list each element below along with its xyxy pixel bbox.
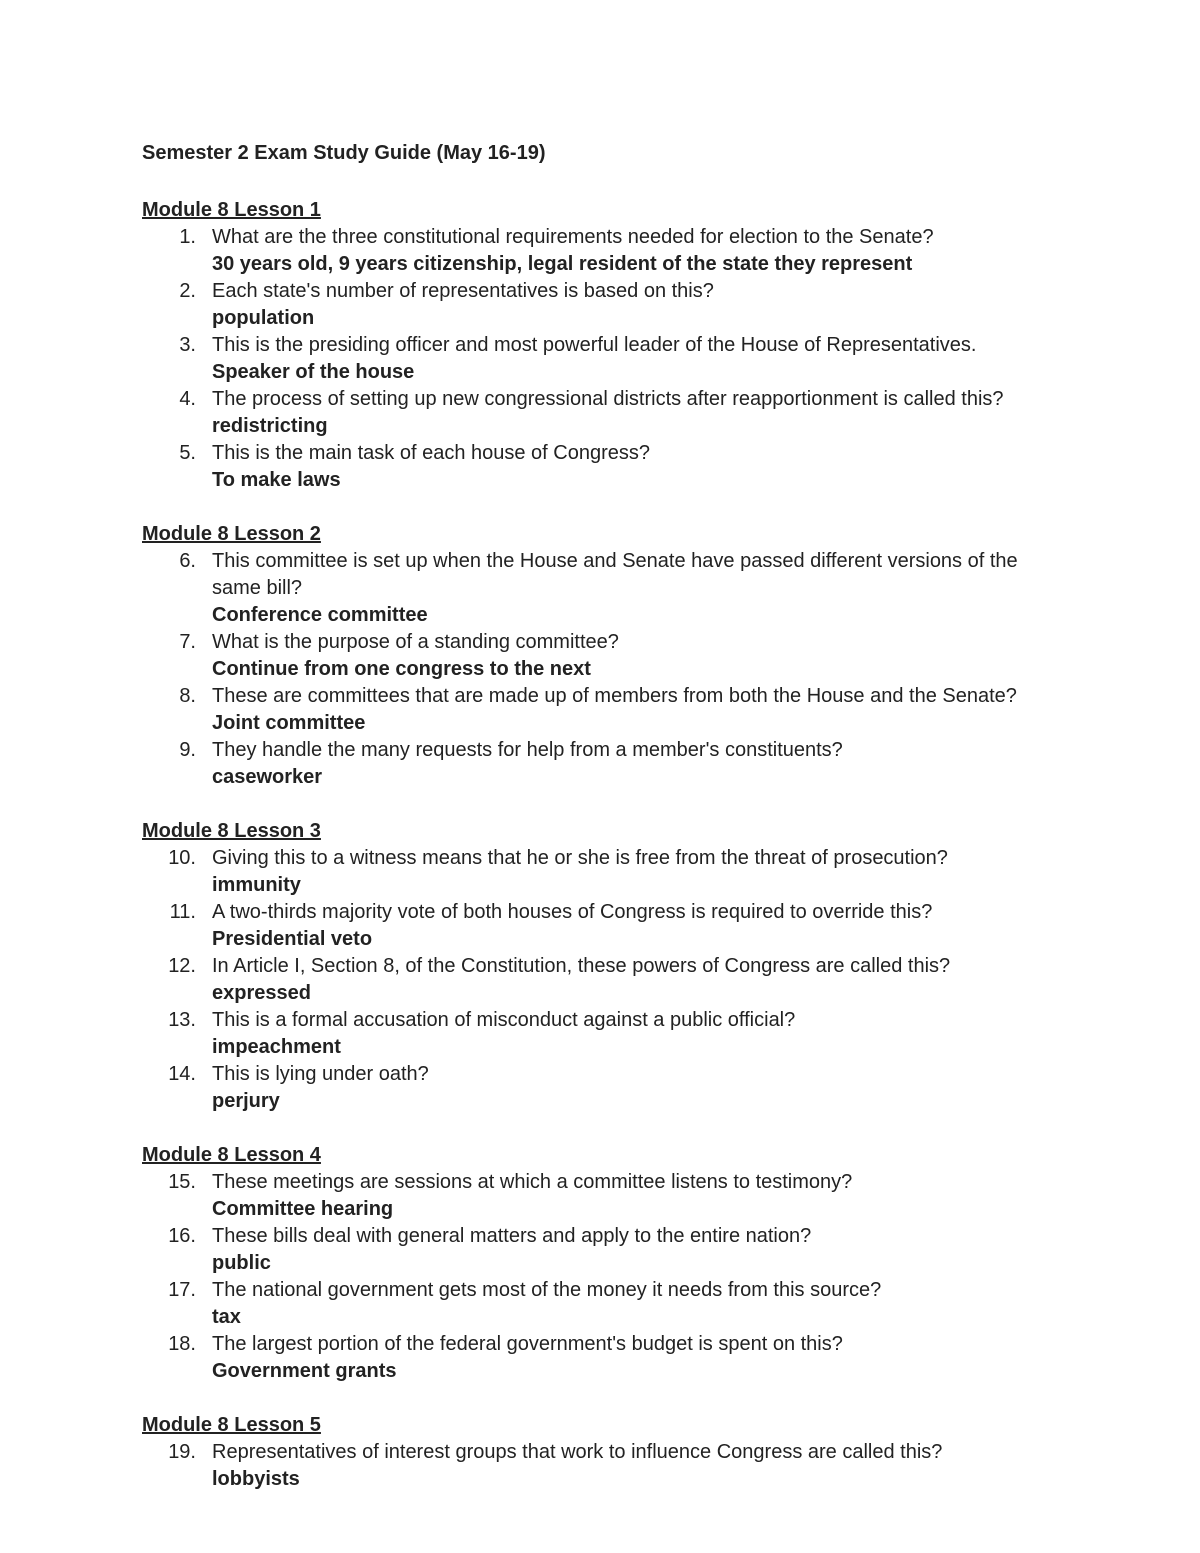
answer-text: Committee hearing [212,1198,394,1220]
question-item [142,1007,1062,1061]
question-item [142,1331,1062,1385]
question-number: 19. [168,1441,196,1463]
question-number: 7. [179,631,196,653]
question-number: 12. [168,955,196,977]
question-number: 1. [179,226,196,248]
answer-text: Presidential veto [212,928,373,950]
question-text: In Article I, Section 8, of the Constitution, these powers of Congress are called this? [212,955,951,977]
question-item [142,1169,1062,1223]
question-item [142,440,1062,494]
module-section [142,1142,1062,1385]
question-item [142,683,1062,737]
answer-text: public [212,1252,271,1274]
question-number: 9. [179,739,196,761]
question-number: 18. [168,1333,196,1355]
question-text: Representatives of interest groups that work to influence Congress are called this? [212,1441,943,1463]
answer-text: Joint committee [212,712,366,734]
answer-text: perjury [212,1090,280,1112]
answer-text: Conference committee [212,604,428,626]
question-item [142,845,1062,899]
answer-text: impeachment [212,1036,341,1058]
answer-text: immunity [212,874,301,896]
question-text: Each state's number of representatives is based on this? [212,280,714,302]
question-text: What is the purpose of a standing committee? [212,631,619,653]
question-text: They handle the many requests for help from a member's constituents? [212,739,843,761]
question-item [142,899,1062,953]
question-item [142,386,1062,440]
module-section [142,1412,1062,1493]
answer-text: Government grants [212,1360,397,1382]
question-text: This committee is set up when the House and Senate have passed different versions of the same bill? [212,550,1018,599]
question-item [142,278,1062,332]
answer-text: 30 years old, 9 years citizenship, legal resident of the state they represent [212,253,913,275]
question-text: This is lying under oath? [212,1063,429,1085]
question-item [142,548,1062,629]
module-heading: Module 8 Lesson 2 [142,523,321,545]
question-text: The largest portion of the federal government's budget is spent on this? [212,1333,843,1355]
answer-text: lobbyists [212,1468,300,1490]
question-text: The national government gets most of the money it needs from this source? [212,1279,882,1301]
question-list [142,845,1062,1115]
module-heading: Module 8 Lesson 4 [142,1144,321,1166]
module-section [142,521,1062,791]
question-item [142,953,1062,1007]
question-number: 13. [168,1009,196,1031]
question-text: What are the three constitutional requirements needed for election to the Senate? [212,226,934,248]
answer-text: redistricting [212,415,328,437]
question-number: 15. [168,1171,196,1193]
module-heading: Module 8 Lesson 1 [142,199,321,221]
question-text: The process of setting up new congressional districts after reapportionment is called this? [212,388,1004,410]
document-page [142,140,1062,1520]
question-number: 3. [179,334,196,356]
question-item [142,1277,1062,1331]
question-number: 4. [179,388,196,410]
question-number: 16. [168,1225,196,1247]
question-item [142,332,1062,386]
answer-text: Continue from one congress to the next [212,658,591,680]
question-text: These bills deal with general matters and apply to the entire nation? [212,1225,812,1247]
question-list [142,1439,1062,1493]
question-number: 17. [168,1279,196,1301]
answer-text: To make laws [212,469,341,491]
question-text: This is the main task of each house of Congress? [212,442,651,464]
answer-text: expressed [212,982,311,1004]
module-section [142,818,1062,1115]
question-number: 2. [179,280,196,302]
question-text: These are committees that are made up of members from both the House and the Senate? [212,685,1017,707]
module-list [142,197,1062,1493]
answer-text: Speaker of the house [212,361,415,383]
question-text: This is a formal accusation of misconduct against a public official? [212,1009,796,1031]
question-number: 5. [179,442,196,464]
question-item [142,1439,1062,1493]
question-text: A two-thirds majority vote of both houses of Congress is required to override this? [212,901,933,923]
question-number: 10. [168,847,196,869]
question-item [142,737,1062,791]
question-number: 14. [168,1063,196,1085]
question-text: These meetings are sessions at which a committee listens to testimony? [212,1171,853,1193]
question-item [142,1223,1062,1277]
question-list [142,224,1062,494]
question-item [142,224,1062,278]
question-number: 8. [179,685,196,707]
answer-text: population [212,307,315,329]
answer-text: tax [212,1306,241,1328]
module-section [142,197,1062,494]
question-item [142,1061,1062,1115]
question-number: 11. [169,901,196,923]
document-title: Semester 2 Exam Study Guide (May 16-19) [142,142,546,164]
module-heading: Module 8 Lesson 3 [142,820,321,842]
question-item [142,629,1062,683]
question-number: 6. [179,550,196,572]
question-text: This is the presiding officer and most powerful leader of the House of Representatives. [212,334,977,356]
question-list [142,548,1062,791]
question-text: Giving this to a witness means that he or she is free from the threat of prosecution? [212,847,948,869]
module-heading: Module 8 Lesson 5 [142,1414,321,1436]
question-list [142,1169,1062,1385]
answer-text: caseworker [212,766,323,788]
